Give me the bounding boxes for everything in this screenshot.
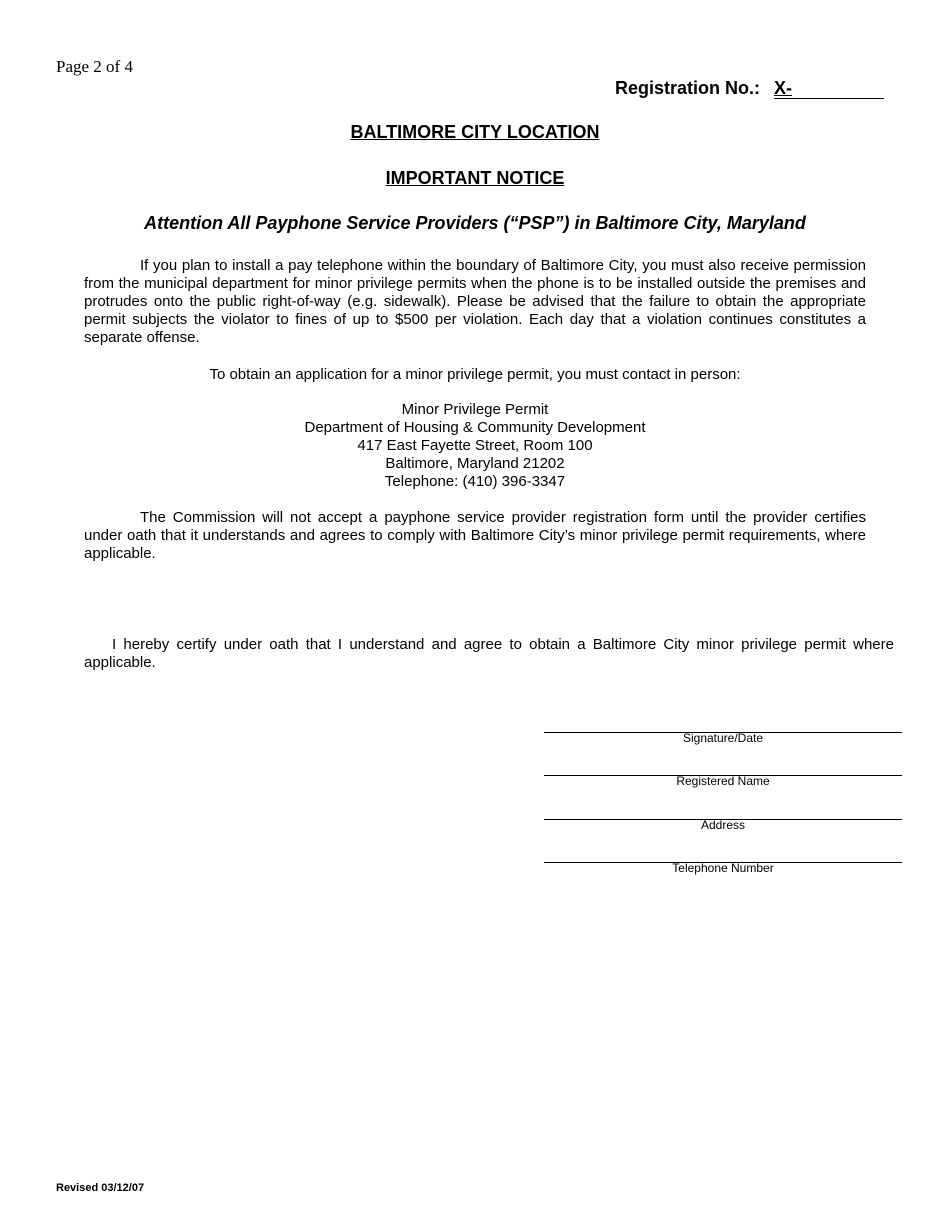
address-line: Baltimore, Maryland 21202 (385, 455, 565, 472)
registration-value: X- (774, 79, 884, 99)
page-number: Page 2 of 4 (56, 57, 133, 76)
commission-paragraph (84, 509, 866, 563)
address-line: Minor Privilege Permit (401, 401, 549, 418)
commission-paragraph-text: The Commission will not accept a payphone service provider registration form until the provider certifies under oath that it understands and agrees to comply with Baltimore City’s minor privilege permit requirements, where applicable. (84, 509, 866, 562)
notice-title: IMPORTANT NOTICE (385, 168, 565, 188)
attention-heading: Attention All Payphone Service Providers (“PSP”) in Baltimore City, Maryland (144, 213, 806, 233)
address-field[interactable] (544, 819, 902, 831)
certification-text: I hereby certify under oath that I understand and agree to obtain a Baltimore City minor privilege permit where applicable. (84, 636, 894, 671)
contact-address (0, 401, 950, 491)
permit-paragraph-text: If you plan to install a pay telephone within the boundary of Baltimore City, you must also receive permission from the municipal department for minor privilege permits when the phone is to be installed outside the premises and protrudes onto the public right-of-way (e.g. sidewalk). Please be advised that the failure to obtain the appropriate permit subjects the violator to fines of up to $500 per violation. Each day that a violation continues constitutes a separate offense. (84, 257, 866, 346)
signature-date-field[interactable] (544, 732, 902, 744)
signature-date-label: Signature/Date (682, 731, 764, 745)
registered-name-field[interactable] (544, 775, 902, 787)
telephone-label: Telephone Number (672, 861, 774, 875)
contact-intro: To obtain an application for a minor privilege permit, you must contact in person: (209, 366, 741, 383)
registration-label: Registration No.: (615, 78, 761, 98)
telephone-field[interactable] (544, 862, 902, 874)
registration-number (615, 78, 884, 99)
location-title: BALTIMORE CITY LOCATION (350, 122, 600, 142)
address-line: 417 East Fayette Street, Room 100 (357, 437, 593, 454)
registered-name-label: Registered Name (676, 774, 770, 788)
certification-statement (84, 636, 894, 672)
permit-paragraph (84, 257, 866, 347)
revised-date: Revised 03/12/07 (56, 1182, 145, 1194)
address-line: Telephone: (410) 396-3347 (384, 473, 566, 490)
address-label: Address (700, 818, 746, 832)
address-line: Department of Housing & Community Development (304, 419, 646, 436)
